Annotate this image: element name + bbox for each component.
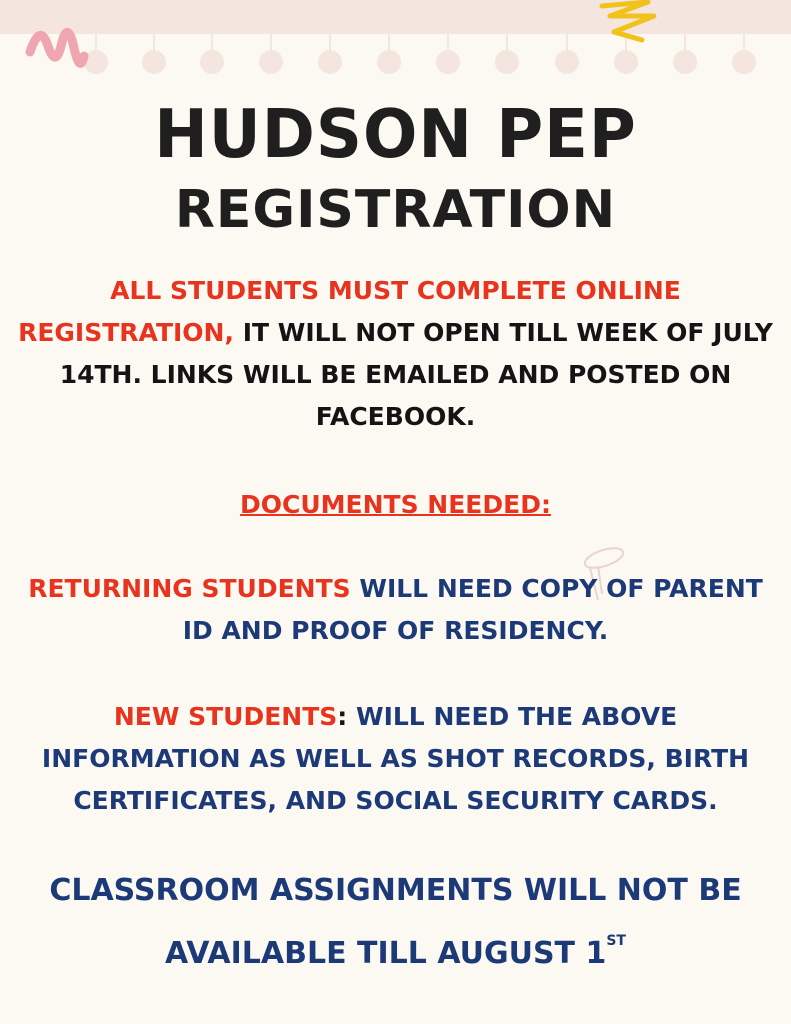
intro-highlight: ALL STUDENTS MUST COMPLETE ONLINE REGISTRATION, xyxy=(18,276,681,347)
intro-paragraph xyxy=(8,270,783,438)
ordinal-suffix: ST xyxy=(606,933,626,949)
notebook-top-band xyxy=(0,0,791,34)
binder-hole xyxy=(259,50,283,74)
new-students-text: WILL NEED THE ABOVE INFORMATION AS WELL AS SHOT RECORDS, BIRTH CERTIFICATES, AND SOCIAL SECURITY CARDS. xyxy=(41,702,750,815)
binder-hole xyxy=(555,50,579,74)
binder-hole xyxy=(673,50,697,74)
documents-heading: DOCUMENTS NEEDED: xyxy=(240,490,551,519)
binder-hole xyxy=(318,50,342,74)
page-subtitle: REGISTRATION xyxy=(174,180,617,240)
classroom-text: CLASSROOM ASSIGNMENTS WILL NOT BE AVAILABLE TILL AUGUST 1 xyxy=(49,873,742,971)
binder-hole xyxy=(436,50,460,74)
binder-hole xyxy=(377,50,401,74)
classroom-assignments-notice xyxy=(0,866,791,979)
binder-hole xyxy=(200,50,224,74)
binder-hole xyxy=(495,50,519,74)
new-students-colon: : xyxy=(337,702,348,731)
intro-text: IT WILL NOT OPEN TILL WEEK OF JULY 14TH. LINKS WILL BE EMAILED AND POSTED ON FACEBOOK. xyxy=(59,318,773,431)
binder-hole xyxy=(614,50,638,74)
returning-students-paragraph xyxy=(15,568,776,652)
pink-scribble-icon xyxy=(22,12,92,92)
binder-hole xyxy=(142,50,166,74)
yellow-zigzag-icon xyxy=(596,0,666,48)
page-title: HUDSON PEP xyxy=(154,96,637,174)
binder-hole xyxy=(732,50,756,74)
returning-students-label: RETURNING STUDENTS xyxy=(28,574,351,603)
new-students-paragraph xyxy=(30,696,761,822)
new-students-label: NEW STUDENTS xyxy=(113,702,338,731)
returning-students-text: WILL NEED COPY OF PARENT ID AND PROOF OF RESIDENCY. xyxy=(182,574,763,645)
